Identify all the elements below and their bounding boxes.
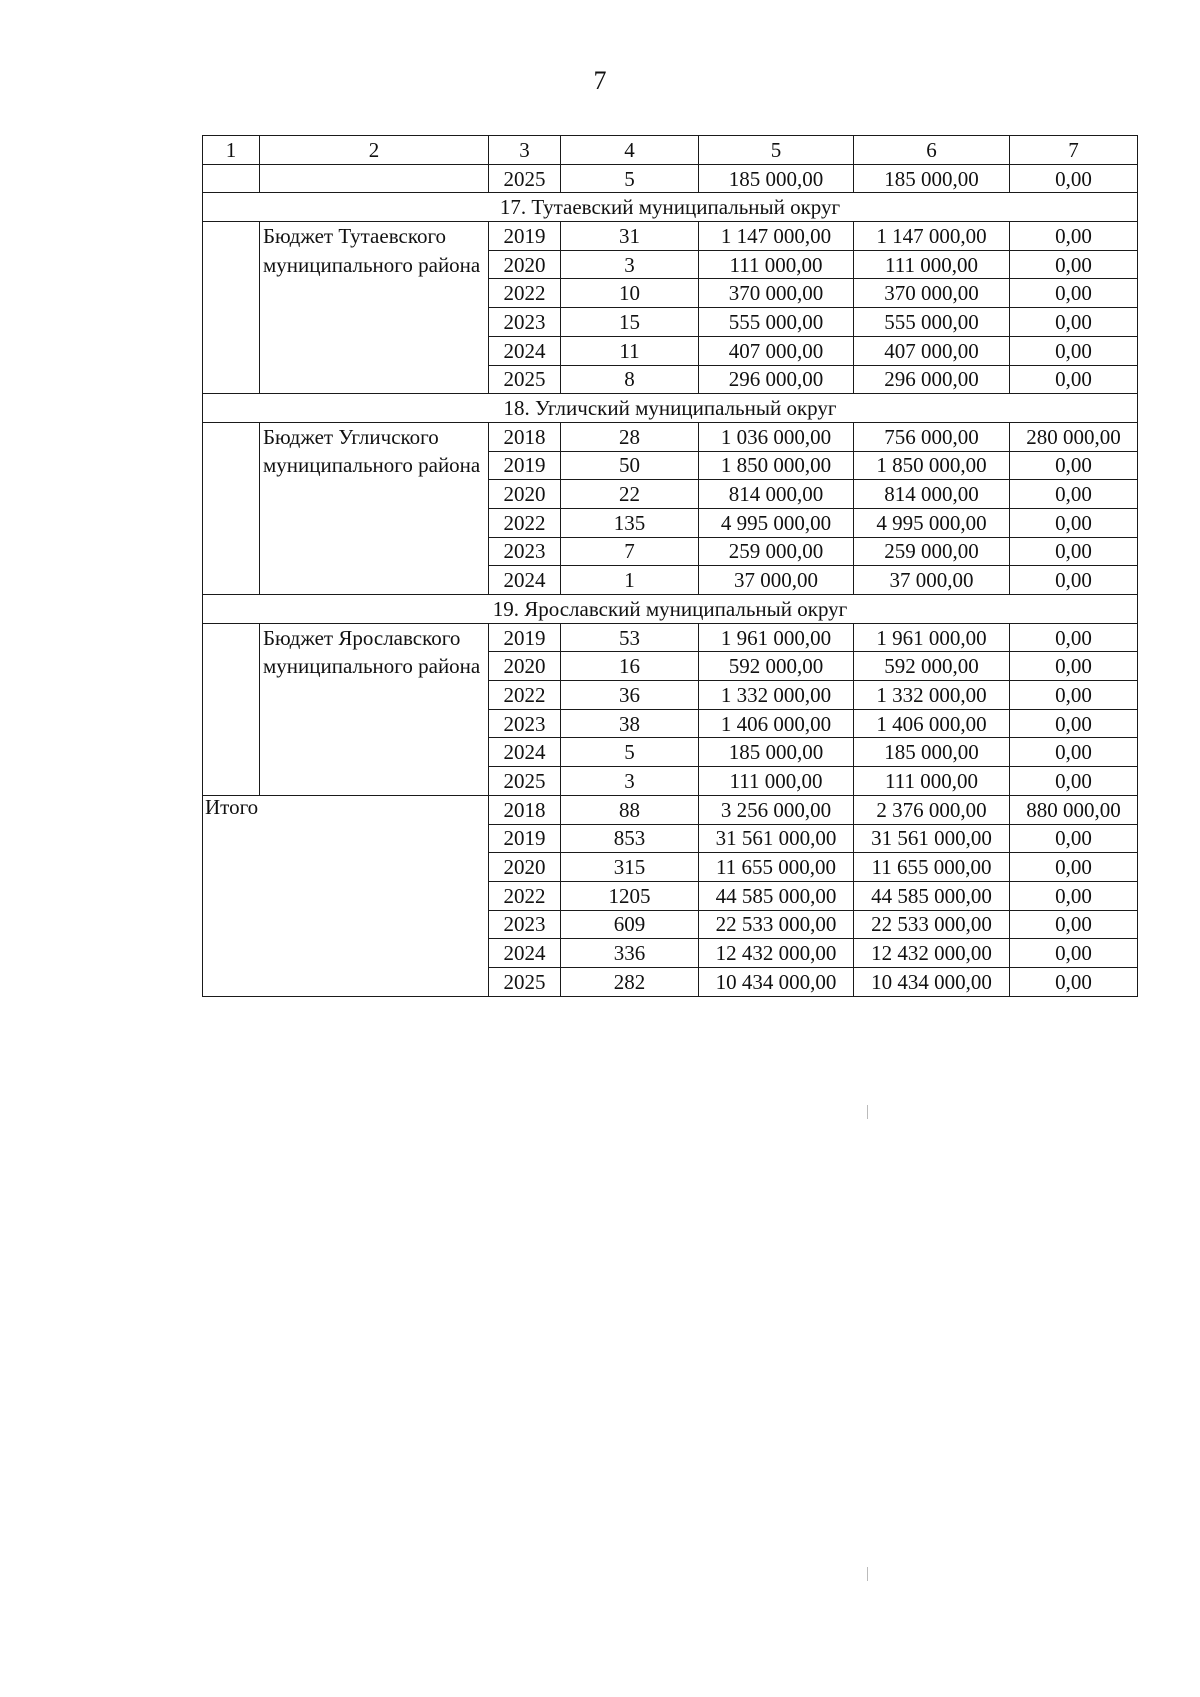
amount-cell: 1 147 000,00 — [854, 222, 1010, 251]
amount-cell: 0,00 — [1010, 824, 1138, 853]
count-cell: 28 — [561, 422, 699, 451]
count-cell: 15 — [561, 308, 699, 337]
amount-cell: 22 533 000,00 — [854, 910, 1010, 939]
header-cell: 2 — [260, 136, 489, 165]
amount-cell: 0,00 — [1010, 365, 1138, 394]
amount-cell: 0,00 — [1010, 881, 1138, 910]
year-cell: 2025 — [489, 164, 561, 193]
amount-cell: 259 000,00 — [854, 537, 1010, 566]
count-cell: 5 — [561, 738, 699, 767]
amount-cell: 1 147 000,00 — [699, 222, 854, 251]
count-cell: 3 — [561, 767, 699, 796]
amount-cell: 592 000,00 — [854, 652, 1010, 681]
amount-cell: 185 000,00 — [699, 738, 854, 767]
amount-cell: 1 406 000,00 — [854, 709, 1010, 738]
amount-cell: 0,00 — [1010, 451, 1138, 480]
section-title-row — [203, 394, 1138, 423]
count-cell: 336 — [561, 939, 699, 968]
amount-cell: 0,00 — [1010, 652, 1138, 681]
count-cell: 31 — [561, 222, 699, 251]
count-cell: 609 — [561, 910, 699, 939]
header-cell: 3 — [489, 136, 561, 165]
amount-cell: 814 000,00 — [854, 480, 1010, 509]
count-cell: 38 — [561, 709, 699, 738]
continuation-row — [203, 164, 1138, 193]
amount-cell: 12 432 000,00 — [699, 939, 854, 968]
amount-cell: 1 332 000,00 — [854, 681, 1010, 710]
count-cell: 315 — [561, 853, 699, 882]
empty-cell — [203, 164, 260, 193]
amount-cell: 0,00 — [1010, 336, 1138, 365]
amount-cell: 0,00 — [1010, 767, 1138, 796]
year-cell: 2019 — [489, 623, 561, 652]
amount-cell: 280 000,00 — [1010, 422, 1138, 451]
count-cell: 53 — [561, 623, 699, 652]
amount-cell: 0,00 — [1010, 308, 1138, 337]
count-cell: 135 — [561, 508, 699, 537]
year-cell: 2023 — [489, 308, 561, 337]
amount-cell: 1 406 000,00 — [699, 709, 854, 738]
amount-cell: 111 000,00 — [699, 767, 854, 796]
header-cell: 5 — [699, 136, 854, 165]
section-title: 19. Ярославский муниципальный округ — [203, 595, 1138, 624]
amount-cell: 31 561 000,00 — [699, 824, 854, 853]
empty-cell — [260, 164, 489, 193]
amount-cell: 4 995 000,00 — [699, 508, 854, 537]
year-cell: 2022 — [489, 681, 561, 710]
year-cell: 2024 — [489, 738, 561, 767]
year-cell: 2023 — [489, 709, 561, 738]
amount-cell: 0,00 — [1010, 566, 1138, 595]
amount-cell: 370 000,00 — [699, 279, 854, 308]
amount-cell: 814 000,00 — [699, 480, 854, 509]
amount-cell: 0,00 — [1010, 164, 1138, 193]
amount-cell: 1 036 000,00 — [699, 422, 854, 451]
section-title-row — [203, 595, 1138, 624]
amount-cell: 111 000,00 — [854, 250, 1010, 279]
amount-cell: 0,00 — [1010, 279, 1138, 308]
budget-name: Бюджет Угличского муниципального района — [260, 422, 489, 594]
count-cell: 10 — [561, 279, 699, 308]
header-row — [203, 136, 1138, 165]
amount-cell: 185 000,00 — [699, 164, 854, 193]
count-cell: 16 — [561, 652, 699, 681]
amount-cell: 0,00 — [1010, 623, 1138, 652]
count-cell: 36 — [561, 681, 699, 710]
amount-cell: 0,00 — [1010, 250, 1138, 279]
year-cell: 2022 — [489, 279, 561, 308]
count-cell: 11 — [561, 336, 699, 365]
amount-cell: 0,00 — [1010, 853, 1138, 882]
table-body — [203, 136, 1138, 997]
amount-cell: 10 434 000,00 — [699, 967, 854, 996]
budget-name: Бюджет Тутаевского муниципального района — [260, 222, 489, 394]
year-cell: 2019 — [489, 451, 561, 480]
amount-cell: 296 000,00 — [699, 365, 854, 394]
year-cell: 2022 — [489, 508, 561, 537]
amount-cell: 185 000,00 — [854, 164, 1010, 193]
amount-cell: 0,00 — [1010, 537, 1138, 566]
year-cell: 2025 — [489, 767, 561, 796]
header-cell: 6 — [854, 136, 1010, 165]
year-cell: 2025 — [489, 967, 561, 996]
amount-cell: 555 000,00 — [854, 308, 1010, 337]
scan-mark — [867, 1105, 868, 1119]
amount-cell: 0,00 — [1010, 709, 1138, 738]
table-row — [203, 422, 1138, 451]
table-row — [203, 623, 1138, 652]
header-cell: 7 — [1010, 136, 1138, 165]
amount-cell: 44 585 000,00 — [854, 881, 1010, 910]
page-number: 7 — [593, 66, 607, 95]
amount-cell: 0,00 — [1010, 910, 1138, 939]
amount-cell: 111 000,00 — [854, 767, 1010, 796]
empty-cell — [203, 222, 260, 394]
amount-cell: 12 432 000,00 — [854, 939, 1010, 968]
count-cell: 1205 — [561, 881, 699, 910]
amount-cell: 407 000,00 — [854, 336, 1010, 365]
amount-cell: 2 376 000,00 — [854, 795, 1010, 824]
year-cell: 2020 — [489, 853, 561, 882]
amount-cell: 1 332 000,00 — [699, 681, 854, 710]
amount-cell: 296 000,00 — [854, 365, 1010, 394]
amount-cell: 3 256 000,00 — [699, 795, 854, 824]
empty-cell — [203, 422, 260, 594]
amount-cell: 1 850 000,00 — [854, 451, 1010, 480]
amount-cell: 0,00 — [1010, 681, 1138, 710]
year-cell: 2018 — [489, 795, 561, 824]
year-cell: 2023 — [489, 537, 561, 566]
scan-mark — [867, 1567, 868, 1581]
amount-cell: 0,00 — [1010, 967, 1138, 996]
year-cell: 2020 — [489, 250, 561, 279]
amount-cell: 22 533 000,00 — [699, 910, 854, 939]
amount-cell: 0,00 — [1010, 738, 1138, 767]
count-cell: 8 — [561, 365, 699, 394]
header-cell: 1 — [203, 136, 260, 165]
year-cell: 2019 — [489, 222, 561, 251]
budget-table — [202, 135, 1138, 997]
budget-name: Бюджет Ярославского муниципального района — [260, 623, 489, 795]
year-cell: 2025 — [489, 365, 561, 394]
year-cell: 2024 — [489, 939, 561, 968]
year-cell: 2024 — [489, 566, 561, 595]
amount-cell: 1 961 000,00 — [854, 623, 1010, 652]
amount-cell: 37 000,00 — [699, 566, 854, 595]
amount-cell: 370 000,00 — [854, 279, 1010, 308]
year-cell: 2018 — [489, 422, 561, 451]
empty-cell — [203, 623, 260, 795]
amount-cell: 44 585 000,00 — [699, 881, 854, 910]
amount-cell: 259 000,00 — [699, 537, 854, 566]
section-title: 18. Угличский муниципальный округ — [203, 394, 1138, 423]
amount-cell: 0,00 — [1010, 480, 1138, 509]
amount-cell: 0,00 — [1010, 939, 1138, 968]
amount-cell: 592 000,00 — [699, 652, 854, 681]
count-cell: 853 — [561, 824, 699, 853]
amount-cell: 756 000,00 — [854, 422, 1010, 451]
year-cell: 2022 — [489, 881, 561, 910]
amount-cell: 185 000,00 — [854, 738, 1010, 767]
count-cell: 282 — [561, 967, 699, 996]
amount-cell: 555 000,00 — [699, 308, 854, 337]
amount-cell: 0,00 — [1010, 222, 1138, 251]
section-title: 17. Тутаевский муниципальный округ — [203, 193, 1138, 222]
count-cell: 88 — [561, 795, 699, 824]
section-title-row — [203, 193, 1138, 222]
header-cell: 4 — [561, 136, 699, 165]
amount-cell: 4 995 000,00 — [854, 508, 1010, 537]
total-row — [203, 795, 1138, 824]
amount-cell: 0,00 — [1010, 508, 1138, 537]
year-cell: 2023 — [489, 910, 561, 939]
amount-cell: 111 000,00 — [699, 250, 854, 279]
total-label: Итого — [203, 795, 489, 996]
amount-cell: 11 655 000,00 — [854, 853, 1010, 882]
count-cell: 3 — [561, 250, 699, 279]
year-cell: 2020 — [489, 652, 561, 681]
year-cell: 2024 — [489, 336, 561, 365]
count-cell: 7 — [561, 537, 699, 566]
year-cell: 2019 — [489, 824, 561, 853]
amount-cell: 407 000,00 — [699, 336, 854, 365]
count-cell: 5 — [561, 164, 699, 193]
count-cell: 50 — [561, 451, 699, 480]
amount-cell: 11 655 000,00 — [699, 853, 854, 882]
year-cell: 2020 — [489, 480, 561, 509]
amount-cell: 1 850 000,00 — [699, 451, 854, 480]
amount-cell: 37 000,00 — [854, 566, 1010, 595]
amount-cell: 10 434 000,00 — [854, 967, 1010, 996]
amount-cell: 880 000,00 — [1010, 795, 1138, 824]
amount-cell: 1 961 000,00 — [699, 623, 854, 652]
count-cell: 22 — [561, 480, 699, 509]
table-row — [203, 222, 1138, 251]
amount-cell: 31 561 000,00 — [854, 824, 1010, 853]
count-cell: 1 — [561, 566, 699, 595]
